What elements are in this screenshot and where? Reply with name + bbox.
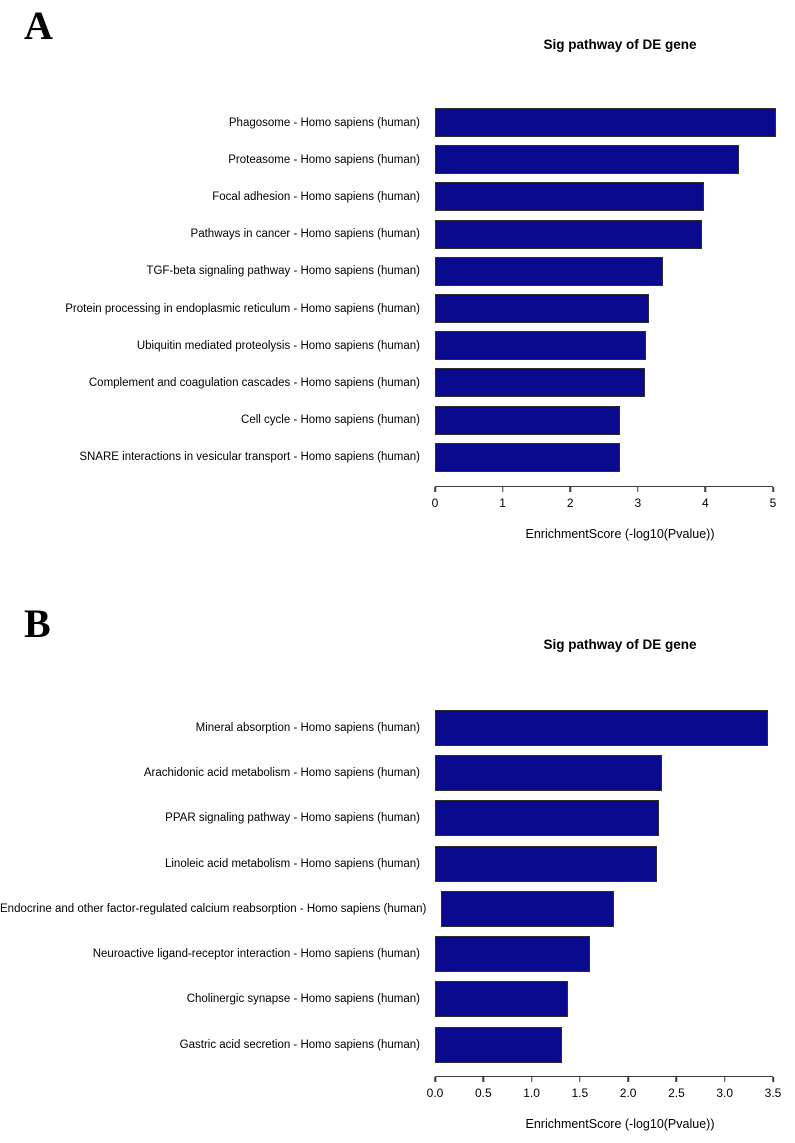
tick-label: 2.5 [668,1085,685,1100]
tick-label: 0.5 [474,1085,492,1100]
tick-label: 3.5 [764,1085,782,1100]
tick-label: 3.0 [716,1085,734,1100]
bar-category-label: Cholinergic synapse - Homo sapiens (human) [186,993,420,1006]
bar-track [435,220,773,249]
bar-row [0,141,795,178]
bar-category-label: Mineral absorption - Homo sapiens (human) [195,721,420,734]
bar-category-label: Ubiquitin mediated proteolysis - Homo sapiens (human) [136,339,420,352]
bar-track [435,368,773,397]
tick-mark [705,487,707,492]
bar-row [0,402,795,439]
bar-rows [0,705,795,1067]
bar-row [0,796,795,841]
tick-mark [579,1077,581,1082]
chart-title-a: Sig pathway of DE gene [543,37,697,52]
bar-track [435,108,773,137]
bar-row [0,705,795,750]
bar [435,800,659,836]
tick-mark [637,487,639,492]
bar-track [435,331,773,360]
x-axis [426,1076,782,1100]
bar-category-label: Linoleic acid metabolism - Homo sapiens (human) [164,857,420,870]
bar [435,294,649,323]
tick-label: 3 [634,496,642,510]
bar [435,182,704,211]
bar-row [0,290,795,327]
tick-mark [434,487,436,492]
bar [435,257,663,286]
bar [441,891,614,927]
bar-row [0,364,795,401]
bar-row [0,253,795,290]
bar-category-label: TGF-beta signaling pathway - Homo sapiens (human) [146,265,420,278]
bar-row [0,931,795,976]
panel-b-label: B [24,601,51,646]
bar-track [435,755,773,791]
bar-track [435,800,773,836]
bar-category-label: Complement and coagulation cascades - Homo sapiens (human) [88,376,420,389]
bar [435,368,645,397]
tick-label: 1.5 [571,1085,589,1100]
tick-mark [772,1077,774,1082]
bar-category-label: Focal adhesion - Homo sapiens (human) [212,190,420,203]
bar [435,846,657,882]
bar-track [435,710,773,746]
bar-row [0,327,795,364]
bar-track [435,257,773,286]
tick-label: 5 [769,496,777,510]
bar [435,145,739,174]
bar [435,1027,562,1063]
tick-label: 0.0 [426,1085,444,1100]
bar-track [435,406,773,435]
bar-row [0,886,795,931]
bar-category-label: Arachidonic acid metabolism - Homo sapiens (human) [143,766,420,779]
tick-mark [483,1077,485,1082]
tick-label: 2 [566,496,574,510]
tick-mark [531,1077,533,1082]
bar-category-label: Gastric acid secretion - Homo sapiens (human) [179,1038,420,1051]
panel-b [0,598,795,1143]
bar-row [0,841,795,886]
tick-mark [724,1077,726,1082]
bar-category-label: Proteasome - Homo sapiens (human) [228,153,420,166]
bar-category-label: PPAR signaling pathway - Homo sapiens (human) [165,812,420,825]
bar-row [0,178,795,215]
tick-mark [569,487,571,492]
bar-row [0,977,795,1022]
tick-label: 4 [702,496,709,510]
chart-title-b: Sig pathway of DE gene [543,637,697,652]
tick-label: 1 [499,496,506,510]
x-axis [431,486,777,510]
tick-mark [676,1077,678,1082]
bar [435,936,590,972]
bar-track [435,145,773,174]
bar-track [435,1027,773,1063]
x-axis-title-a: EnrichmentScore (-log10(Pvalue)) [525,527,715,541]
bar-rows [0,104,795,476]
bar-track [435,936,773,972]
bar-category-label: Neuroactive ligand-receptor interaction - Homo sapiens (human) [92,948,420,961]
bar [435,108,776,137]
x-axis-title-b: EnrichmentScore (-log10(Pvalue)) [525,1117,715,1131]
tick-mark [627,1077,629,1082]
bar-track [435,182,773,211]
tick-label: 0 [431,496,439,510]
bar-category-label: Pathways in cancer - Homo sapiens (human) [190,228,420,241]
bar [435,755,662,791]
bar-row [0,750,795,795]
bar [435,406,620,435]
bar-row [0,104,795,141]
bar-track [435,981,773,1017]
bar-category-label: SNARE interactions in vesicular transport - Homo sapiens (human) [79,451,420,464]
bar-category-label: Protein processing in endoplasmic reticulum - Homo sapiens (human) [65,302,420,315]
bar-track [435,443,773,472]
bar [435,981,568,1017]
tick-mark [772,487,774,492]
bar-category-label: Phagosome - Homo sapiens (human) [228,116,420,129]
bar-category-label: Cell cycle - Homo sapiens (human) [241,414,420,427]
bar-track [435,846,773,882]
panel-a-label: A [24,3,53,48]
bar-track [441,891,779,927]
bar [435,331,646,360]
tick-label: 1.0 [523,1085,540,1100]
tick-mark [502,487,504,492]
bar [435,443,620,472]
bar-row [0,1022,795,1067]
bar-track [435,294,773,323]
bar [435,220,702,249]
bar-category-label: Endocrine and other factor-regulated calcium reabsorption - Homo sapiens (human) [0,902,427,915]
bar [435,710,768,746]
bar-row [0,216,795,253]
tick-label: 2.0 [619,1085,637,1100]
tick-mark [434,1077,436,1082]
bar-row [0,439,795,476]
